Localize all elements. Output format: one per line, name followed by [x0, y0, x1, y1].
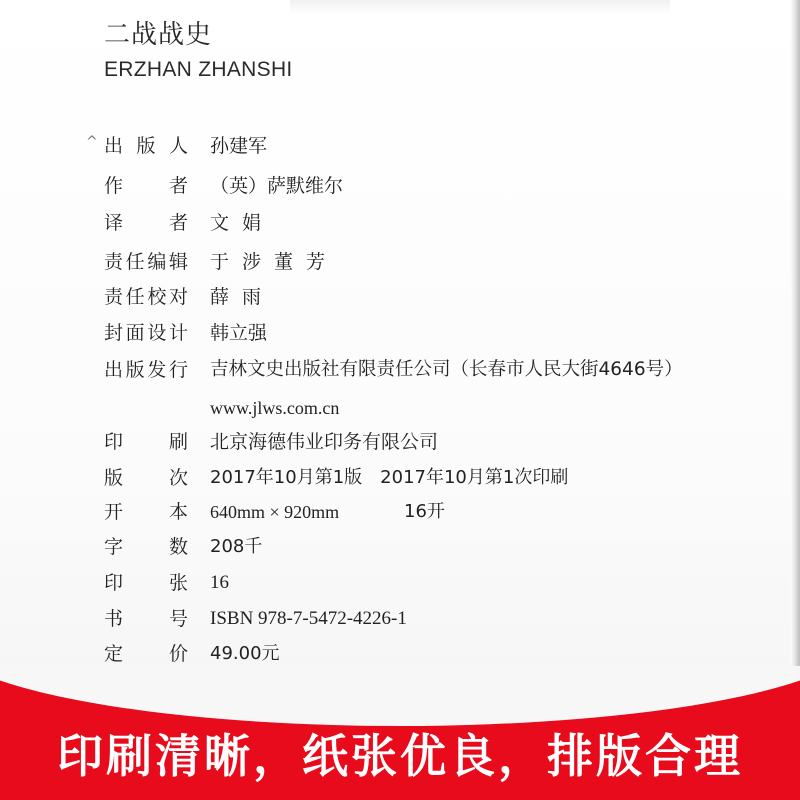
- info-value: 北京海德伟业印务有限公司: [210, 431, 439, 453]
- info-value: （英）萨默维尔: [210, 175, 344, 197]
- info-label: 出版人: [104, 135, 188, 157]
- info-row-format: [104, 500, 784, 532]
- info-label: 印张: [104, 572, 188, 594]
- info-row-isbn: [104, 607, 784, 639]
- info-value: 2017年10月第1版 2017年10月第1次印刷: [210, 467, 569, 488]
- banner-curve: [0, 666, 800, 726]
- info-row-word-count: [104, 535, 784, 567]
- info-label: 字数: [104, 536, 188, 558]
- format-extra: 16开: [404, 501, 445, 522]
- page-edge: [790, 0, 800, 680]
- info-label: 开本: [104, 501, 188, 523]
- info-label: 责任编辑: [104, 251, 188, 273]
- info-label: 责任校对: [104, 286, 188, 308]
- info-label: 出版发行: [104, 359, 188, 381]
- info-value: 208千: [210, 536, 263, 557]
- info-value: 于涉董芳: [210, 251, 339, 273]
- caret-mark: ^: [86, 134, 98, 150]
- info-label: 译者: [104, 212, 188, 234]
- info-row-translator: [104, 211, 784, 243]
- book-title-en: ERZHAN ZHANSHI: [104, 58, 293, 81]
- info-row-publisher-person: [104, 134, 784, 166]
- info-value: 薛雨: [210, 286, 275, 308]
- info-row-proofreader: [104, 285, 784, 317]
- promo-banner: [0, 666, 800, 800]
- publisher-website: www.jlws.com.cn: [210, 398, 340, 418]
- info-value: 孙建军: [210, 135, 268, 157]
- info-row-publisher: [104, 358, 784, 422]
- info-value: 640mm × 920mm: [210, 502, 340, 522]
- info-row-edition: [104, 466, 784, 498]
- info-label: 书号: [104, 608, 188, 630]
- info-row-printer: [104, 430, 784, 462]
- info-row-cover-design: [104, 321, 784, 353]
- info-value: 韩立强: [210, 322, 268, 344]
- info-value: 文娟: [210, 212, 275, 234]
- info-value: 49.00元: [210, 643, 280, 664]
- info-label: 作者: [104, 175, 188, 197]
- info-label: 定价: [104, 643, 188, 665]
- info-row-editors: [104, 250, 784, 282]
- page-shadow: [290, 0, 670, 14]
- info-label: 版次: [104, 467, 188, 489]
- info-row-author: [104, 174, 784, 206]
- info-value: ISBN 978-7-5472-4226-1: [210, 608, 407, 629]
- book-title-cn: 二战战史: [104, 20, 213, 50]
- info-row-sheets: [104, 571, 784, 603]
- banner-slogan: 印刷清晰，纸张优良，排版合理: [57, 729, 743, 783]
- info-value: 吉林文史出版社有限责任公司（长春市人民大街4646号）: [210, 359, 683, 380]
- info-label: 印刷: [104, 431, 188, 453]
- info-label: 封面设计: [104, 322, 188, 344]
- info-value: 16: [210, 572, 229, 593]
